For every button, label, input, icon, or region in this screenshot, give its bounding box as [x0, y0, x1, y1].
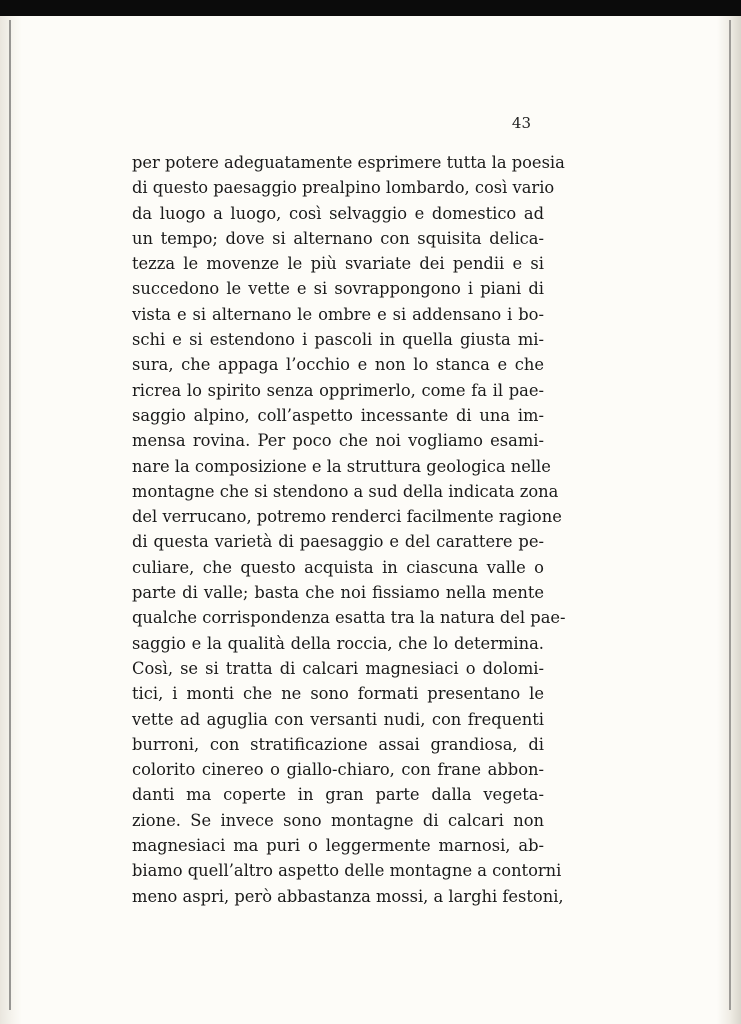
text-line: Così, se si tratta di calcari magnesiaci o dolomi- [132, 658, 544, 678]
text-line: per potere adeguatamente esprimere tutta la poesia [132, 153, 565, 172]
scan-top-border [0, 0, 741, 16]
page-number: 43 [511, 114, 531, 132]
text-line: mensa rovina. Per poco che noi vogliamo esami- [132, 431, 544, 451]
text-line: saggio alpino, coll’aspetto incessante di una im- [132, 405, 544, 425]
text-line: zione. Se invece sono montagne di calcari non [132, 810, 544, 830]
text-line: del verrucano, potremo renderci facilmente ragione [132, 507, 562, 527]
binding-edge-right [729, 20, 731, 1010]
text-line: ricrea lo spirito senza opprimerlo, come fa il pae- [132, 380, 544, 400]
text-line: vista e si alternano le ombre e si addensano i bo- [132, 304, 544, 324]
text-line: biamo quell’altro aspetto delle montagne a contorni [132, 861, 562, 881]
binding-edge-left [9, 20, 11, 1010]
text-line: schi e si estendono i pascoli in quella giusta mi- [132, 330, 544, 350]
text-line: da luogo a luogo, così selvaggio e domestico ad [132, 203, 544, 223]
text-line: nare la composizione e la struttura geologica nelle [132, 456, 551, 476]
scan-left-margin [0, 16, 22, 1024]
text-line: tezza le movenze le più svariate dei pendii e si [132, 254, 544, 274]
text-line: magnesiaci ma puri o leggermente marnosi, ab- [132, 836, 544, 856]
text-line: danti ma coperte in gran parte dalla vegeta- [132, 785, 544, 805]
text-line: un tempo; dove si alternano con squisita delica- [132, 228, 544, 248]
text-line: di questa varietà di paesaggio e del carattere pe- [132, 532, 544, 552]
text-line: parte di valle; basta che noi fissiamo nella mente [132, 583, 544, 603]
text-line: sura, che appaga l’occhio e non lo stanca e che [132, 355, 544, 375]
text-line: saggio e la qualità della roccia, che lo determina. [132, 633, 544, 653]
text-line: montagne che si stendono a sud della indicata zona [132, 481, 559, 501]
text-line: burroni, con stratificazione assai grandiosa, di [132, 734, 544, 754]
text-line: vette ad aguglia con versanti nudi, con frequenti [132, 709, 544, 729]
text-line: tici, i monti che ne sono formati presentano le [132, 684, 544, 704]
text-line: di questo paesaggio prealpino lombardo, così vario [132, 178, 555, 198]
body-text [132, 150, 566, 909]
text-line: meno aspri, però abbastanza mossi, a larghi festoni, [132, 886, 564, 906]
text-line: colorito cinereo o giallo-chiaro, con frane abbon- [132, 760, 544, 780]
text-line: qualche corrispondenza esatta tra la natura del pae- [132, 608, 566, 628]
text-line: succedono le vette e si sovrappongono i piani di [132, 279, 544, 299]
text-line: culiare, che questo acquista in ciascuna valle o [132, 557, 544, 577]
